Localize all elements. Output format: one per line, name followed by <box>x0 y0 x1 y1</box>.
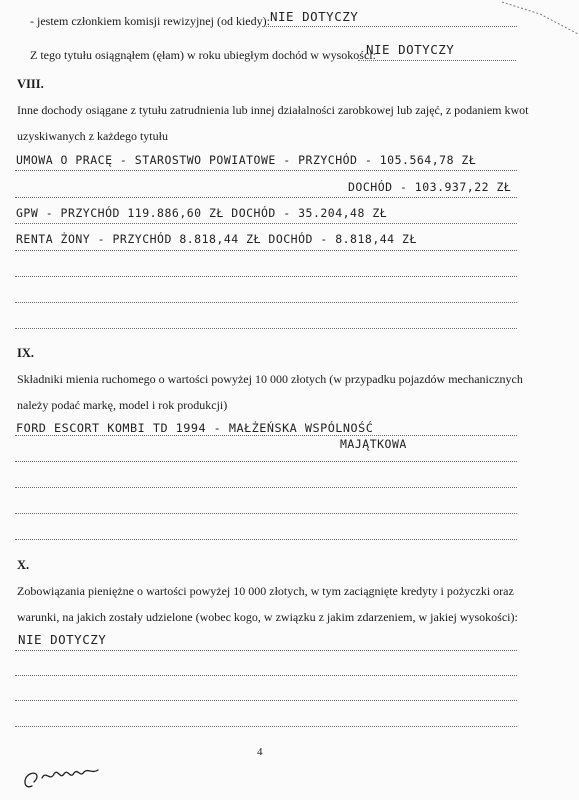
income-from-title-label: Z tego tytułu osiągnąłem (ęłam) w roku ubiegłym dochód w wysokości: <box>30 48 376 62</box>
section-x-line-4 <box>15 726 517 727</box>
section-viii-line-1 <box>15 170 517 171</box>
member-since-handwriting: NIE DOTYCZY <box>270 9 359 24</box>
section-viii-line-3 <box>15 223 517 224</box>
section-x-description-line2: warunki, na jakich zostały udzielone (wobec kogo, w związku z jakim zdarzeniem, w jakiej wysokości): <box>17 610 518 624</box>
section-viii-line-2 <box>15 197 517 198</box>
section-viii-entry-4: RENTA ŻONY - PRZYCHÓD 8.818,44 ZŁ DOCHÓD - 8.818,44 ZŁ <box>16 232 417 246</box>
section-viii-line-4 <box>15 250 517 251</box>
section-viii-entry-2: DOCHÓD - 103.937,22 ZŁ <box>348 180 512 194</box>
section-viii-description-line2: uzyskiwanych z każdego tytułu <box>17 129 168 143</box>
section-x-number: X. <box>17 558 30 572</box>
page-number: 4 <box>257 746 263 758</box>
section-viii-number: VIII. <box>17 77 44 91</box>
section-x-line-2 <box>15 675 517 676</box>
section-viii-entry-1: UMOWA O PRACĘ - STAROSTWO POWIATOWE - PRZYCHÓD - 105.564,78 ZŁ <box>16 153 477 167</box>
income-handwriting: NIE DOTYCZY <box>366 42 455 57</box>
signature-mark <box>14 756 104 796</box>
section-ix-entry-2: MAJĄTKOWA <box>340 437 407 451</box>
section-viii-description-line1: Inne dochody osiągane z tytułu zatrudnienia lub innej działalności zarobkowej lub zajęć, z podaniem kwot <box>17 103 529 117</box>
section-ix-line-1 <box>15 435 517 436</box>
section-x-line-3 <box>15 700 517 701</box>
section-x-line-1 <box>15 650 517 651</box>
section-x-entry-1: NIE DOTYCZY <box>18 632 107 647</box>
section-x-description-line1: Zobowiązania pieniężne o wartości powyżej 10 000 złotych, w tym zaciągnięte kredyty i pożyczki oraz <box>17 584 514 598</box>
section-ix-entry-1: FORD ESCORT KOMBI TD 1994 - MAŁŻEŃSKA WSPÓLNOŚĆ <box>16 421 374 435</box>
section-ix-line-5 <box>15 539 517 540</box>
section-ix-description-line2: należy podać markę, model i rok produkcji) <box>17 398 228 412</box>
member-since-dotted-line <box>262 26 517 27</box>
member-since-label: - jestem członkiem komisji rewizyjnej (od kiedy): <box>30 14 270 28</box>
section-viii-line-7 <box>15 328 517 329</box>
section-ix-description-line1: Składniki mienia ruchomego o wartości powyżej 10 000 złotych (w przypadku pojazdów mechanicznych <box>17 372 523 386</box>
section-ix-number: IX. <box>17 346 35 360</box>
section-ix-line-3 <box>15 487 517 488</box>
section-viii-line-5 <box>15 276 517 277</box>
section-viii-entry-3: GPW - PRZYCHÓD 119.886,60 ZŁ DOCHÓD - 35.204,48 ZŁ <box>16 206 388 220</box>
section-viii-line-6 <box>15 302 517 303</box>
scan-edge-mark <box>500 0 579 40</box>
income-dotted-line <box>358 60 516 61</box>
section-ix-line-4 <box>15 513 517 514</box>
section-ix-line-2 <box>15 461 517 462</box>
